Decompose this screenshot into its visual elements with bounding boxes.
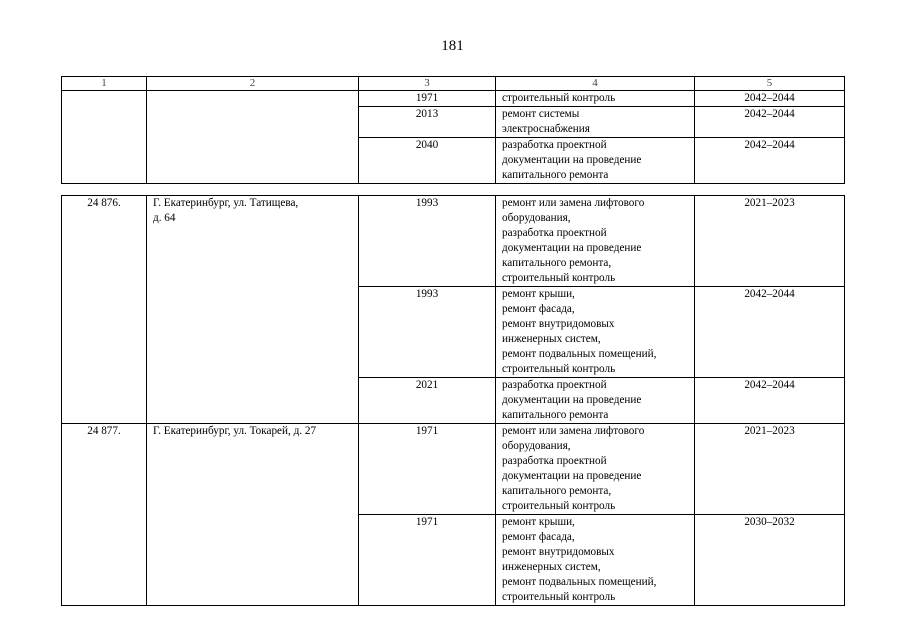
year-cell: 2013 (359, 107, 496, 138)
period-cell: 2021–2023 (695, 196, 845, 287)
entry-number: 24 877. (62, 424, 147, 606)
works-cell: разработка проектной документации на проведение капитального ремонта (496, 138, 695, 184)
entries-table (61, 195, 845, 606)
period-cell: 2042–2044 (695, 91, 845, 107)
table-row (62, 424, 845, 515)
header-col-5: 5 (695, 77, 845, 91)
period-cell: 2042–2044 (695, 107, 845, 138)
table-row (62, 91, 845, 107)
header-row (62, 77, 845, 91)
header-col-1: 1 (62, 77, 147, 91)
works-cell: ремонт системы электроснабжения (496, 107, 695, 138)
entry-address: Г. Екатеринбург, ул. Татищева, д. 64 (147, 196, 359, 424)
header-col-4: 4 (496, 77, 695, 91)
year-cell: 1971 (359, 424, 496, 515)
works-cell: разработка проектной документации на проведение капитального ремонта (496, 378, 695, 424)
page-number: 181 (441, 38, 464, 54)
table-row (62, 196, 845, 287)
entry-number: 24 876. (62, 196, 147, 424)
period-cell: 2042–2044 (695, 138, 845, 184)
period-cell: 2042–2044 (695, 378, 845, 424)
year-cell: 2021 (359, 378, 496, 424)
entry-address: Г. Екатеринбург, ул. Токарей, д. 27 (147, 424, 359, 606)
year-cell: 1993 (359, 196, 496, 287)
empty-number-cell (62, 91, 147, 184)
works-cell: ремонт или замена лифтового оборудования, разработка проектной документации на проведение капитального ремонта, строительный контроль (496, 424, 695, 515)
period-cell: 2042–2044 (695, 287, 845, 378)
header-col-2: 2 (147, 77, 359, 91)
empty-address-cell (147, 91, 359, 184)
year-cell: 1993 (359, 287, 496, 378)
year-cell: 2040 (359, 138, 496, 184)
header-col-3: 3 (359, 77, 496, 91)
works-cell: строительный контроль (496, 91, 695, 107)
period-cell: 2021–2023 (695, 424, 845, 515)
year-cell: 1971 (359, 515, 496, 606)
works-cell: ремонт или замена лифтового оборудования, разработка проектной документации на проведение капитального ремонта, строительный контроль (496, 196, 695, 287)
continuation-table (61, 76, 845, 184)
works-cell: ремонт крыши, ремонт фасада, ремонт внутридомовых инженерных систем, ремонт подвальных помещений, строительный контроль (496, 515, 695, 606)
year-cell: 1971 (359, 91, 496, 107)
period-cell: 2030–2032 (695, 515, 845, 606)
works-cell: ремонт крыши, ремонт фасада, ремонт внутридомовых инженерных систем, ремонт подвальных помещений, строительный контроль (496, 287, 695, 378)
